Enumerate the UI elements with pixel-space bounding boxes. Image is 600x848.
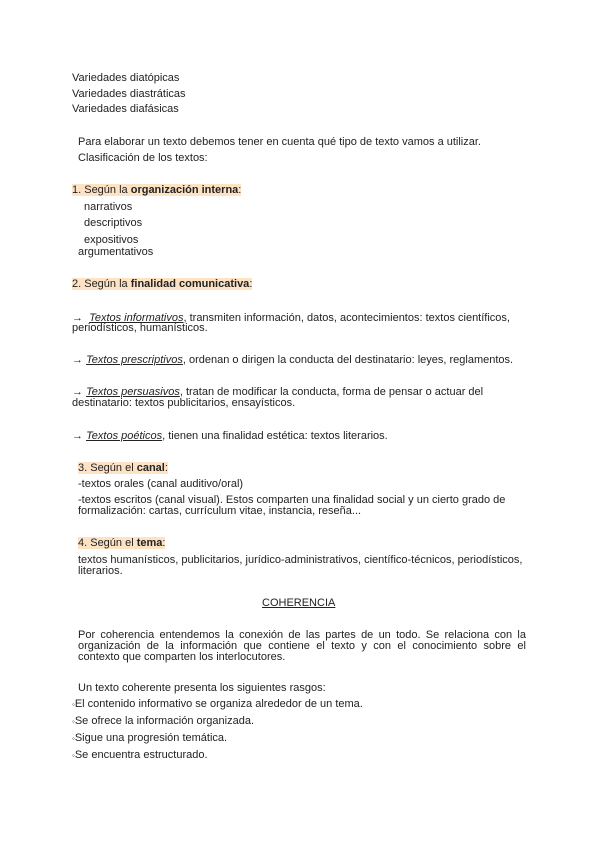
section-2-prefix: 2. Según la <box>72 278 131 290</box>
term-informativos: Textos informativos <box>89 312 184 324</box>
trait-text-3: Sigue una progresión temática. <box>74 732 228 744</box>
intro-line-2: Clasificación de los textos: <box>78 152 208 164</box>
section-1-bold: organización interna <box>130 184 239 196</box>
channel-written-1: -textos escritos (canal visual). Estos comparten una finalidad social y un cierto grado de <box>78 494 506 506</box>
bullet-icon: ◦ <box>72 734 75 743</box>
channel-oral: -textos orales (canal auditivo/oral) <box>78 478 244 490</box>
trait-text-2: Se ofrece la información organizada. <box>74 715 255 727</box>
bullet-icon: ◦ <box>72 700 75 709</box>
variety-2: Variedades diastráticas <box>72 88 186 100</box>
desc-persuasivos-1: , tratan de modificar la conducta, forma de pensar o actuar del <box>179 386 484 398</box>
desc-persuasivos-2: destinatario: textos publicitarios, ensayísticos. <box>72 397 296 409</box>
section-4-bold: tema <box>136 537 163 549</box>
arrow-icon: → <box>72 386 83 398</box>
desc-prescriptivos: , ordenan o dirigen la conducta del destinatario: leyes, reglamentos. <box>182 354 514 366</box>
section-4-prefix: 4. Según el <box>78 537 137 549</box>
term-prescriptivos: Textos prescriptivos <box>86 354 183 366</box>
purpose-entry-poeticos <box>72 430 388 442</box>
section-1-heading <box>72 184 241 196</box>
desc-informativos-1: , transmiten información, datos, acontecimientos: textos científicos, <box>183 312 510 324</box>
org-item-argumentativos: argumentativos <box>78 246 154 258</box>
section-1-suffix: : <box>238 184 242 196</box>
section-1-prefix: 1. Según la <box>72 184 131 196</box>
coherence-paragraph-line-3: contexto que comparten los interlocutores. <box>78 651 286 663</box>
section-3-suffix: : <box>164 462 168 474</box>
trait-text-4: Se encuentra estructurado. <box>74 749 208 761</box>
section-3-prefix: 3. Según el <box>78 462 137 474</box>
term-persuasivos: Textos persuasivos <box>86 386 180 398</box>
trait-item <box>72 732 227 745</box>
bullet-icon: ◦ <box>72 717 75 726</box>
purpose-entry-prescriptivos <box>72 354 513 366</box>
section-2-suffix: : <box>249 278 253 290</box>
desc-informativos-2: periodísticos, humanísticos. <box>72 322 208 334</box>
trait-item <box>72 749 208 762</box>
term-poeticos: Textos poéticos <box>86 430 163 442</box>
variety-1: Variedades diatópicas <box>72 72 180 84</box>
section-2-bold: finalidad comunicativa <box>130 278 250 290</box>
desc-poeticos: , tienen una finalidad estética: textos literarios. <box>162 430 388 442</box>
arrow-icon: → <box>72 430 83 442</box>
trait-text-1: El contenido informativo se organiza alrededor de un tema. <box>74 698 363 710</box>
topic-line-2: literarios. <box>78 565 123 577</box>
variety-3: Variedades diafásicas <box>72 103 179 115</box>
arrow-icon: → <box>72 312 83 324</box>
channel-written-2: formalización: cartas, currículum vitae, instancia, reseña... <box>78 505 362 517</box>
org-item-expositivos: expositivos <box>84 234 139 246</box>
section-2-heading <box>72 278 252 290</box>
traits-intro: Un texto coherente presenta los siguientes rasgos: <box>78 682 326 694</box>
trait-item <box>72 698 363 711</box>
topic-line-1: textos humanísticos, publicitarios, jurídico-administrativos, científico-técnicos, periodísticos, <box>78 554 523 566</box>
org-item-narrativos: narrativos <box>84 201 133 213</box>
coherence-paragraph-line-1: Por coherencia entendemos la conexión de las partes de un todo. Se relaciona con la <box>78 629 526 641</box>
section-4-suffix: : <box>162 537 166 549</box>
arrow-icon: → <box>72 354 83 366</box>
section-3-bold: canal <box>136 462 165 474</box>
section-3-heading <box>78 462 168 474</box>
bullet-icon: ◦ <box>72 751 75 760</box>
intro-line-1: Para elaborar un texto debemos tener en cuenta qué tipo de texto vamos a utilizar. <box>78 136 481 148</box>
org-item-descriptivos: descriptivos <box>84 217 143 229</box>
section-4-heading <box>78 537 165 549</box>
coherence-heading: COHERENCIA <box>262 597 336 609</box>
trait-item <box>72 715 254 728</box>
coherence-paragraph-line-2: organización de la información que contiene el texto y con el conocimiento sobre el <box>78 640 526 652</box>
